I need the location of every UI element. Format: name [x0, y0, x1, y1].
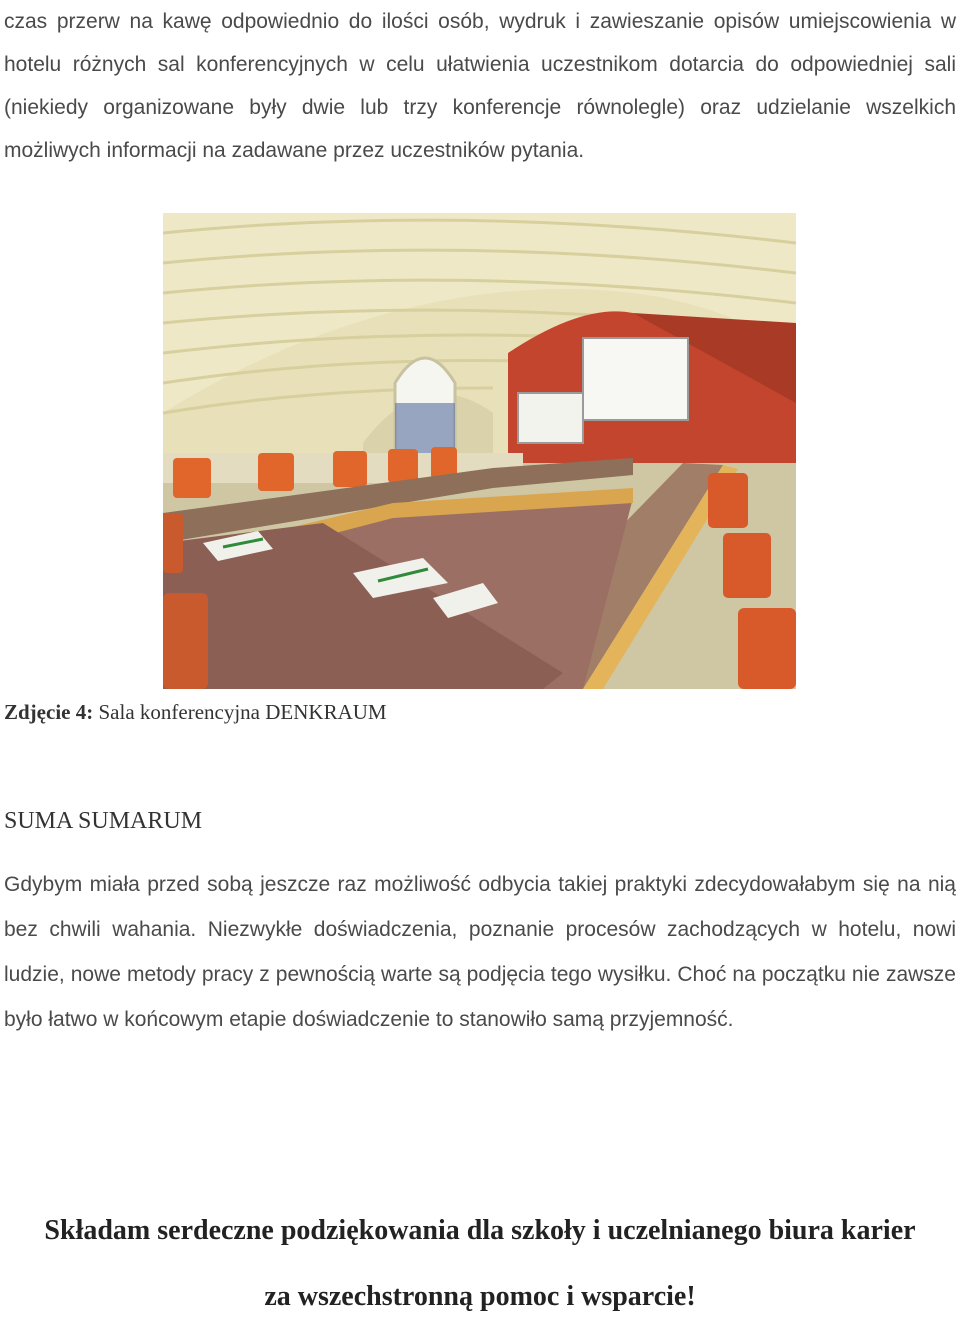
thanks-line-2: za wszechstronną pomoc i wsparcie!	[264, 1281, 696, 1312]
caption-label: Zdjęcie 4:	[4, 700, 94, 724]
caption-text: Sala konferencyjna DENKRAUM	[98, 700, 387, 724]
summary-paragraph	[4, 862, 956, 1042]
section-heading: SUMA SUMARUM	[4, 808, 203, 834]
intro-paragraph: czas przerw na kawę odpowiednio do ilości osób, wydruk i zawieszanie opisów umiejscowienia w hotelu różnych sal konferencyjnych w celu ułatwienia uczestnikom dotarcia do odpowiedniej sali (niekiedy organizowane były dwie lub trzy konferencje równolegle) oraz udzielanie wszelkich możliwych informacji na zadawane przez uczestników pytania.	[4, 10, 956, 162]
conference-room-photo	[163, 213, 796, 689]
summary-text: Gdybym miała przed sobą jeszcze raz możliwość odbycia takiej praktyki zdecydowałabym się na nią bez chwili wahania. Niezwykłe doświadczenia, poznanie procesów zachodzących w hotelu, nowi ludzie, nowe metody pracy z pewnością warte są podjęcia tego wysiłku. Choć na początku nie zawsze było łatwo w końcowym etapie doświadczenie to stanowiło samą przyjemność.	[4, 873, 956, 1031]
thanks-line-1: Składam serdeczne podziękowania dla szkoły i uczelnianego biura karier	[44, 1215, 916, 1246]
thanks-block	[0, 1198, 960, 1330]
photo-caption	[4, 700, 387, 725]
